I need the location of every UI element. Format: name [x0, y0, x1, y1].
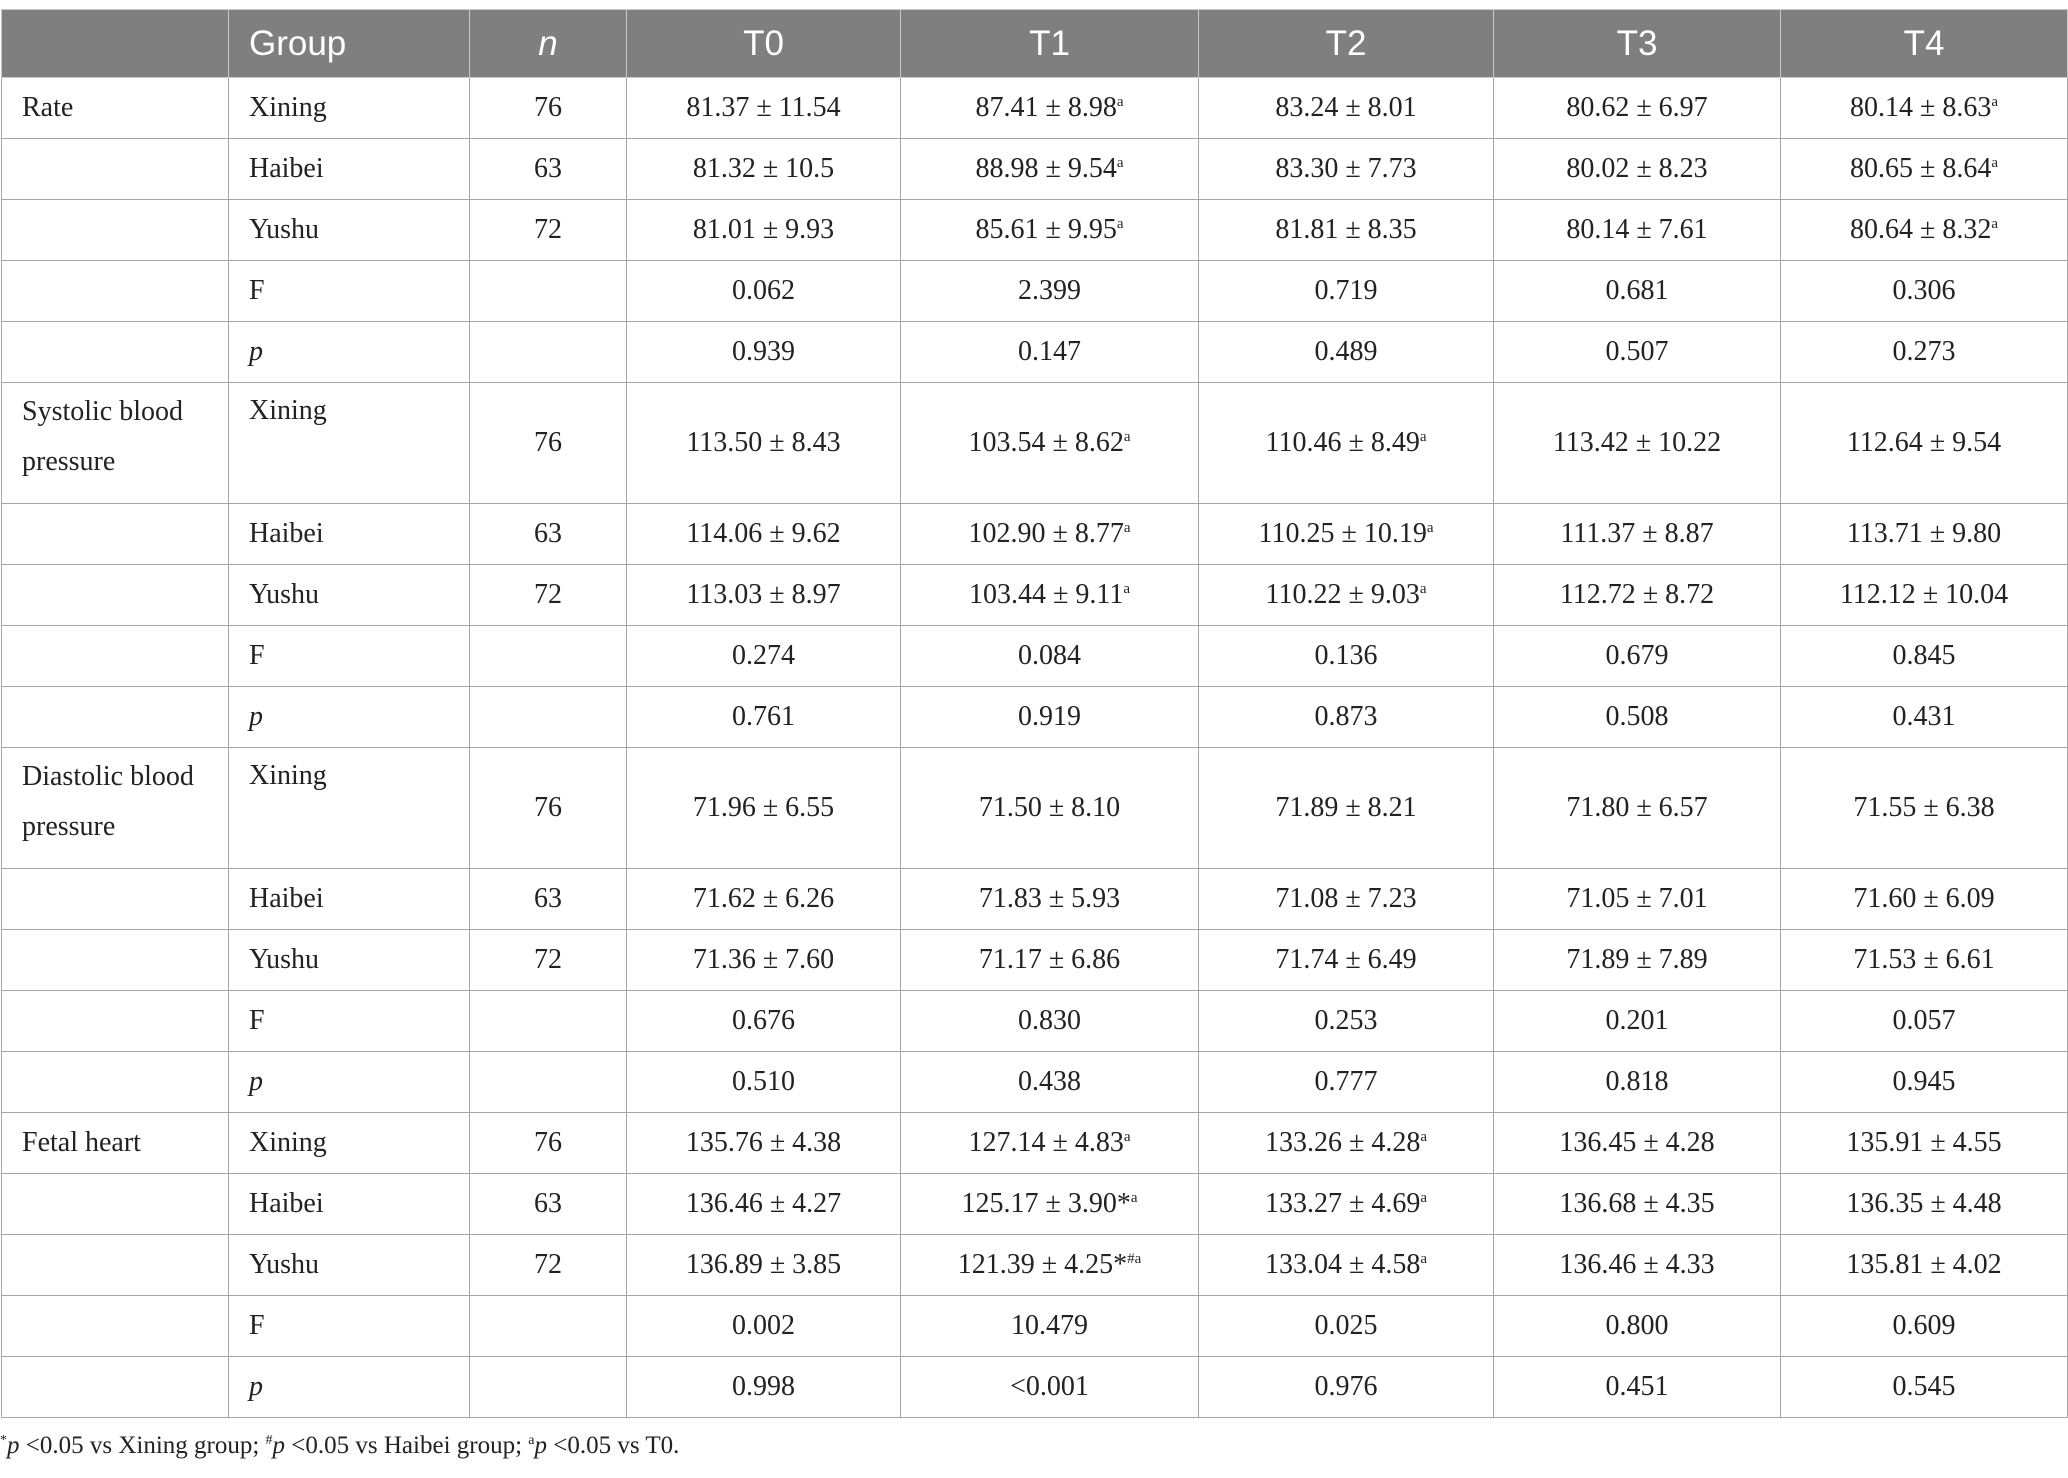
header-row [2, 10, 2068, 78]
value-text: 121.39 ± 4.25* [957, 1249, 1128, 1280]
n-cell [470, 991, 627, 1052]
stat-row-p [2, 687, 2068, 748]
metric-cell [2, 1052, 229, 1113]
metric-cell [2, 930, 229, 991]
group-cell: Xining [229, 748, 470, 869]
significance-mark: a [1420, 1190, 1428, 1206]
value-text: 110.46 ± 8.49 [1265, 427, 1420, 458]
metric-cell [2, 200, 229, 261]
group-cell: Xining [229, 78, 470, 139]
value-text: 83.30 ± 7.73 [1275, 153, 1417, 184]
metric-cell [2, 626, 229, 687]
value-text: 113.03 ± 8.97 [686, 579, 841, 610]
metric-cell: Fetal heart [2, 1113, 229, 1174]
stat-label: p [229, 322, 470, 383]
stat-value-t0: 0.998 [627, 1357, 901, 1418]
table-row [2, 748, 2068, 869]
stat-value-t1: 0.084 [901, 626, 1199, 687]
value-cell-t4 [1781, 78, 2068, 139]
stat-value-t1: 0.147 [901, 322, 1199, 383]
footnote-p3: p [534, 1432, 548, 1459]
value-text: 127.14 ± 4.83 [968, 1127, 1124, 1158]
stat-value-t3: 0.508 [1494, 687, 1781, 748]
footnote-mark-a: a [528, 1433, 535, 1448]
value-text: 80.64 ± 8.32 [1849, 214, 1992, 245]
n-cell: 63 [470, 869, 627, 930]
value-text: 136.68 ± 4.35 [1559, 1188, 1715, 1219]
significance-mark: a [1420, 1251, 1428, 1267]
n-cell [470, 626, 627, 687]
value-cell-t0 [627, 930, 901, 991]
stat-value-t0: 0.939 [627, 322, 901, 383]
significance-mark: a [1123, 581, 1130, 597]
value-text: 80.02 ± 8.23 [1566, 153, 1708, 184]
significance-mark: a [1991, 94, 1999, 110]
stat-value-t2: 0.253 [1199, 991, 1494, 1052]
n-cell [470, 261, 627, 322]
header-n: n [470, 10, 627, 78]
value-text: 113.42 ± 10.22 [1552, 427, 1722, 458]
value-text: 81.81 ± 8.35 [1275, 214, 1417, 245]
stat-value-t2: 0.136 [1199, 626, 1494, 687]
value-cell-t3 [1494, 383, 1781, 504]
significance-mark: a [1123, 1129, 1131, 1145]
value-text: 87.41 ± 8.98 [975, 92, 1117, 123]
value-text: 88.98 ± 9.54 [975, 153, 1117, 184]
significance-mark: a [1116, 216, 1124, 232]
value-text: 113.50 ± 8.43 [686, 427, 841, 458]
value-text: 71.36 ± 7.60 [692, 944, 835, 975]
stat-row-p [2, 1357, 2068, 1418]
value-cell-t1 [901, 869, 1199, 930]
n-cell: 76 [470, 1113, 627, 1174]
stat-value-t3: 0.451 [1494, 1357, 1781, 1418]
group-cell: Haibei [229, 504, 470, 565]
stat-label: p [229, 1052, 470, 1113]
value-cell-t3 [1494, 139, 1781, 200]
stat-value-t2: 0.489 [1199, 322, 1494, 383]
stat-row-f [2, 1296, 2068, 1357]
table-row [2, 1235, 2068, 1296]
stat-label: F [229, 626, 470, 687]
footnote-text2: <0.05 vs Haibei group; [285, 1432, 529, 1459]
value-text: 71.55 ± 6.38 [1853, 792, 1995, 823]
value-cell-t3 [1494, 565, 1781, 626]
stat-value-t3: 0.679 [1494, 626, 1781, 687]
stat-value-t1: 0.438 [901, 1052, 1199, 1113]
significance-mark: a [1116, 155, 1124, 171]
value-cell-t1 [901, 930, 1199, 991]
value-cell-t0 [627, 504, 901, 565]
value-cell-t0 [627, 200, 901, 261]
stat-row-p [2, 322, 2068, 383]
n-cell: 72 [470, 200, 627, 261]
group-cell: Yushu [229, 1235, 470, 1296]
stat-row-p [2, 1052, 2068, 1113]
group-cell: Yushu [229, 200, 470, 261]
value-text: 136.46 ± 4.27 [685, 1188, 842, 1219]
header-t2: T2 [1199, 10, 1494, 78]
stat-value-t1: 2.399 [901, 261, 1199, 322]
significance-mark: a [1991, 155, 1999, 171]
value-text: 81.37 ± 11.54 [686, 92, 841, 123]
value-text: 80.62 ± 6.97 [1566, 92, 1708, 123]
stat-label: F [229, 261, 470, 322]
value-cell-t1 [901, 1174, 1199, 1235]
stat-value-t1: 10.479 [901, 1296, 1199, 1357]
group-cell: Haibei [229, 1174, 470, 1235]
n-cell: 63 [470, 1174, 627, 1235]
stat-value-t4: 0.273 [1781, 322, 2068, 383]
value-cell-t3 [1494, 930, 1781, 991]
footnote-text3: <0.05 vs T0. [547, 1432, 680, 1459]
value-text: 112.12 ± 10.04 [1839, 579, 2009, 610]
value-cell-t1 [901, 1113, 1199, 1174]
value-cell-t3 [1494, 748, 1781, 869]
group-cell: Yushu [229, 565, 470, 626]
value-text: 85.61 ± 9.95 [975, 214, 1117, 245]
stat-value-t2: 0.025 [1199, 1296, 1494, 1357]
stat-value-t2: 0.719 [1199, 261, 1494, 322]
significance-mark: a [1991, 216, 1999, 232]
table-row [2, 78, 2068, 139]
value-cell-t1 [901, 200, 1199, 261]
significance-mark: a [1123, 429, 1131, 445]
footnote-text1: <0.05 vs Xining group; [19, 1432, 266, 1459]
footnote-mark-hash: # [265, 1433, 273, 1448]
stat-value-t0: 0.274 [627, 626, 901, 687]
value-cell-t1 [901, 565, 1199, 626]
n-cell [470, 1296, 627, 1357]
value-text: 83.24 ± 8.01 [1275, 92, 1417, 123]
n-cell: 76 [470, 383, 627, 504]
header-metric [2, 10, 229, 78]
value-cell-t3 [1494, 504, 1781, 565]
value-cell-t2 [1199, 504, 1494, 565]
significance-mark: a [1123, 520, 1131, 536]
metric-cell: Rate [2, 78, 229, 139]
value-cell-t0 [627, 565, 901, 626]
n-cell: 72 [470, 565, 627, 626]
value-cell-t3 [1494, 869, 1781, 930]
metric-cell [2, 687, 229, 748]
value-text: 71.17 ± 6.86 [978, 944, 1121, 975]
value-cell-t4 [1781, 139, 2068, 200]
value-cell-t2 [1199, 383, 1494, 504]
metric-cell [2, 991, 229, 1052]
value-cell-t2 [1199, 78, 1494, 139]
stat-label: F [229, 991, 470, 1052]
header-t1: T1 [901, 10, 1199, 78]
header-t4: T4 [1781, 10, 2068, 78]
significance-mark: #a [1127, 1251, 1142, 1267]
stat-label: p [229, 1357, 470, 1418]
value-text: 71.89 ± 8.21 [1275, 792, 1417, 823]
value-cell-t3 [1494, 1174, 1781, 1235]
value-text: 81.01 ± 9.93 [692, 214, 835, 245]
table-row [2, 200, 2068, 261]
value-cell-t2 [1199, 1174, 1494, 1235]
metric-cell [2, 261, 229, 322]
stat-value-t2: 0.777 [1199, 1052, 1494, 1113]
value-text: 135.91 ± 4.55 [1846, 1127, 2002, 1158]
stat-value-t4: 0.306 [1781, 261, 2068, 322]
value-text: 136.45 ± 4.28 [1559, 1127, 1715, 1158]
stat-value-t3: 0.800 [1494, 1296, 1781, 1357]
value-text: 136.35 ± 4.48 [1846, 1188, 2002, 1219]
value-text: 133.27 ± 4.69 [1264, 1188, 1421, 1219]
value-text: 133.26 ± 4.28 [1264, 1127, 1421, 1158]
n-cell: 76 [470, 78, 627, 139]
value-cell-t1 [901, 78, 1199, 139]
stat-value-t2: 0.976 [1199, 1357, 1494, 1418]
stat-value-t2: 0.873 [1199, 687, 1494, 748]
value-cell-t0 [627, 139, 901, 200]
header-t0: T0 [627, 10, 901, 78]
metric-cell [2, 322, 229, 383]
value-cell-t0 [627, 1174, 901, 1235]
value-text: 71.96 ± 6.55 [692, 792, 835, 823]
stat-value-t4: 0.431 [1781, 687, 2068, 748]
value-cell-t4 [1781, 930, 2068, 991]
stat-value-t4: 0.945 [1781, 1052, 2068, 1113]
value-text: 71.89 ± 7.89 [1566, 944, 1708, 975]
stat-value-t0: 0.676 [627, 991, 901, 1052]
n-cell [470, 322, 627, 383]
stat-value-t1: <0.001 [901, 1357, 1199, 1418]
n-cell: 76 [470, 748, 627, 869]
significance-mark: a [1116, 94, 1124, 110]
value-text: 110.22 ± 9.03 [1265, 579, 1420, 610]
n-cell: 72 [470, 1235, 627, 1296]
metric-cell [2, 1296, 229, 1357]
n-cell [470, 1357, 627, 1418]
value-text: 113.71 ± 9.80 [1846, 518, 2002, 549]
stat-value-t1: 0.830 [901, 991, 1199, 1052]
value-text: 110.25 ± 10.19 [1258, 518, 1427, 549]
value-text: 71.50 ± 8.10 [978, 792, 1121, 823]
value-text: 125.17 ± 3.90* [961, 1188, 1131, 1219]
value-cell-t4 [1781, 869, 2068, 930]
value-cell-t4 [1781, 383, 2068, 504]
significance-mark: a [1420, 1129, 1428, 1145]
value-text: 71.62 ± 6.26 [692, 883, 835, 914]
value-text: 71.74 ± 6.49 [1275, 944, 1417, 975]
stat-value-t3: 0.681 [1494, 261, 1781, 322]
stat-row-f [2, 991, 2068, 1052]
significance-mark: a [1426, 520, 1434, 536]
value-cell-t0 [627, 1235, 901, 1296]
value-cell-t2 [1199, 930, 1494, 991]
value-cell-t4 [1781, 1174, 2068, 1235]
value-text: 71.53 ± 6.61 [1853, 944, 1995, 975]
stat-value-t4: 0.545 [1781, 1357, 2068, 1418]
metric-cell [2, 565, 229, 626]
value-text: 81.32 ± 10.5 [692, 153, 835, 184]
value-text: 71.80 ± 6.57 [1566, 792, 1708, 823]
table-row [2, 869, 2068, 930]
metric-cell: Systolic blood pressure [2, 383, 229, 504]
value-cell-t2 [1199, 139, 1494, 200]
metric-cell [2, 1357, 229, 1418]
metric-cell [2, 504, 229, 565]
value-cell-t0 [627, 1113, 901, 1174]
value-cell-t2 [1199, 1113, 1494, 1174]
value-cell-t0 [627, 748, 901, 869]
metric-cell [2, 139, 229, 200]
stat-value-t3: 0.818 [1494, 1052, 1781, 1113]
value-cell-t2 [1199, 565, 1494, 626]
value-cell-t2 [1199, 869, 1494, 930]
table-row [2, 930, 2068, 991]
value-text: 102.90 ± 8.77 [968, 518, 1124, 549]
value-text: 111.37 ± 8.87 [1560, 518, 1714, 549]
value-cell-t4 [1781, 1235, 2068, 1296]
value-text: 133.04 ± 4.58 [1264, 1249, 1421, 1280]
table-row [2, 504, 2068, 565]
value-cell-t2 [1199, 200, 1494, 261]
footnote-p1: p [7, 1432, 20, 1459]
value-text: 80.14 ± 8.63 [1849, 92, 1992, 123]
value-text: 112.64 ± 9.54 [1846, 427, 2002, 458]
group-cell: Haibei [229, 139, 470, 200]
metric-cell [2, 1174, 229, 1235]
table-row [2, 565, 2068, 626]
metric-cell: Diastolic blood pressure [2, 748, 229, 869]
value-cell-t3 [1494, 78, 1781, 139]
value-cell-t3 [1494, 1235, 1781, 1296]
n-cell: 72 [470, 930, 627, 991]
value-text: 71.05 ± 7.01 [1566, 883, 1708, 914]
value-text: 71.83 ± 5.93 [978, 883, 1121, 914]
value-cell-t2 [1199, 748, 1494, 869]
value-text: 135.76 ± 4.38 [685, 1127, 842, 1158]
value-cell-t4 [1781, 200, 2068, 261]
stat-value-t1: 0.919 [901, 687, 1199, 748]
metric-cell [2, 869, 229, 930]
value-cell-t4 [1781, 748, 2068, 869]
value-cell-t1 [901, 383, 1199, 504]
value-cell-t0 [627, 383, 901, 504]
value-text: 71.60 ± 6.09 [1853, 883, 1995, 914]
table-row [2, 1113, 2068, 1174]
value-cell-t3 [1494, 200, 1781, 261]
value-cell-t0 [627, 78, 901, 139]
table-row [2, 1174, 2068, 1235]
value-text: 80.14 ± 7.61 [1566, 214, 1708, 245]
group-cell: Yushu [229, 930, 470, 991]
header-t3: T3 [1494, 10, 1781, 78]
value-cell-t1 [901, 1235, 1199, 1296]
stat-value-t3: 0.507 [1494, 322, 1781, 383]
value-text: 136.46 ± 4.33 [1559, 1249, 1715, 1280]
significance-mark: a [1419, 429, 1427, 445]
footnote-mark-star: * [0, 1433, 7, 1448]
value-text: 71.08 ± 7.23 [1275, 883, 1417, 914]
value-cell-t3 [1494, 1113, 1781, 1174]
value-cell-t4 [1781, 565, 2068, 626]
stat-row-f [2, 626, 2068, 687]
value-text: 135.81 ± 4.02 [1846, 1249, 2002, 1280]
value-text: 80.65 ± 8.64 [1849, 153, 1992, 184]
stat-row-f [2, 261, 2068, 322]
n-cell [470, 687, 627, 748]
n-cell [470, 1052, 627, 1113]
group-cell: Xining [229, 383, 470, 504]
value-text: 103.54 ± 8.62 [968, 427, 1124, 458]
metric-cell [2, 1235, 229, 1296]
group-cell: Haibei [229, 869, 470, 930]
value-text: 136.89 ± 3.85 [685, 1249, 842, 1280]
header-group: Group [229, 10, 470, 78]
value-cell-t0 [627, 869, 901, 930]
group-cell: Xining [229, 1113, 470, 1174]
significance-mark: a [1419, 581, 1427, 597]
n-cell: 63 [470, 139, 627, 200]
table-row [2, 383, 2068, 504]
value-text: 114.06 ± 9.62 [686, 518, 841, 549]
vital-signs-table [1, 9, 2068, 1418]
table-row [2, 139, 2068, 200]
footnote [0, 1432, 679, 1460]
value-cell-t4 [1781, 1113, 2068, 1174]
value-cell-t2 [1199, 1235, 1494, 1296]
significance-mark: a [1130, 1190, 1138, 1206]
value-cell-t1 [901, 504, 1199, 565]
stat-label: F [229, 1296, 470, 1357]
table-body [2, 78, 2068, 1418]
value-cell-t1 [901, 748, 1199, 869]
value-cell-t4 [1781, 504, 2068, 565]
stat-value-t0: 0.062 [627, 261, 901, 322]
n-cell: 63 [470, 504, 627, 565]
footnote-p2: p [272, 1432, 286, 1459]
stat-value-t0: 0.510 [627, 1052, 901, 1113]
stat-value-t0: 0.761 [627, 687, 901, 748]
stat-value-t4: 0.845 [1781, 626, 2068, 687]
value-text: 103.44 ± 9.11 [969, 579, 1124, 610]
stat-value-t0: 0.002 [627, 1296, 901, 1357]
stat-value-t3: 0.201 [1494, 991, 1781, 1052]
stat-value-t4: 0.609 [1781, 1296, 2068, 1357]
stat-value-t4: 0.057 [1781, 991, 2068, 1052]
stat-label: p [229, 687, 470, 748]
value-cell-t1 [901, 139, 1199, 200]
value-text: 112.72 ± 8.72 [1559, 579, 1715, 610]
